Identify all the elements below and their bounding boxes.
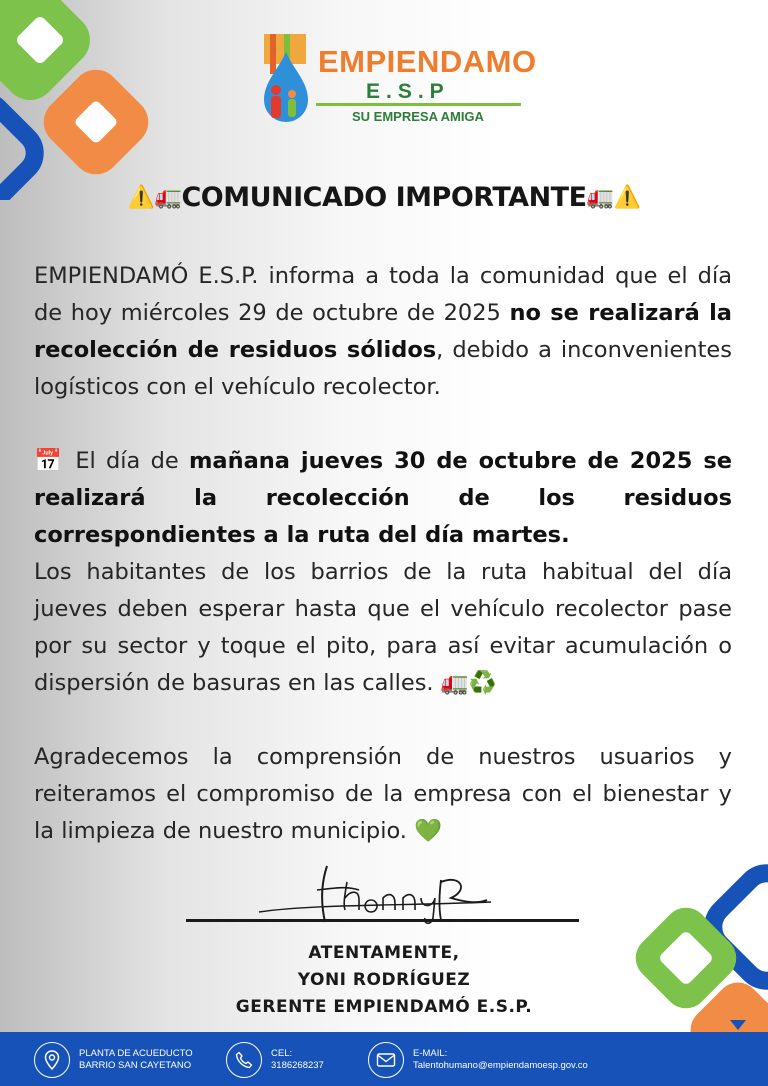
phone-icon: [226, 1042, 262, 1078]
decorative-shapes-top-left: [0, 0, 150, 200]
logo-emblem-icon: [256, 34, 316, 130]
notice-title: [0, 182, 768, 213]
footer-phone: [226, 1040, 324, 1080]
calendar-icon: 📅: [34, 448, 66, 474]
paragraph-thanks: Agradecemos la comprensión de nuestros usuarios y reiteramos el compromiso de la empresa con el bienestar y la limpieza de nuestro municipio. 💚: [34, 744, 732, 844]
email-label: E-MAIL:: [413, 1048, 448, 1059]
signature-block: [0, 940, 768, 1021]
garbage-truck-icon: 🚛: [586, 185, 614, 210]
brand-tagline: SU EMPRESA AMIGA: [352, 109, 484, 124]
truck-recycle-icon: 🚛♻️: [440, 670, 497, 696]
paragraph-reschedule: 📅 El día de mañana jueves 30 de octubre de 2025 se realizará la recolección de los residuos correspondientes a la ruta del día martes.: [34, 448, 732, 548]
footer-bar: [0, 1032, 768, 1086]
closing: ATENTAMENTE,: [308, 943, 460, 963]
signer-role: GERENTE EMPIENDAMÓ E.S.P.: [235, 997, 533, 1017]
address-line-2: BARRIO SAN CAYETANO: [79, 1060, 192, 1071]
location-pin-icon: [34, 1042, 70, 1078]
envelope-icon: [368, 1042, 404, 1078]
warning-icon: ⚠️: [613, 185, 641, 210]
notice-title-text: COMUNICADO IMPORTANTE: [181, 182, 587, 213]
highlight-reschedule-date: mañana jueves 30 de octubre de 2025 se realizará la recolección de los residuos correspondientes a la ruta del día martes.: [34, 448, 732, 548]
phone-label: CEL:: [271, 1048, 293, 1059]
green-heart-icon: 💚: [414, 818, 443, 844]
signature-line: [186, 919, 579, 922]
highlight-no-collection: no se realizará la recolección de residuos sólidos: [34, 300, 732, 363]
phone-number[interactable]: 3186268237: [271, 1060, 324, 1071]
warning-icon: ⚠️: [127, 185, 155, 210]
paragraph-announcement: EMPIENDAMÓ E.S.P. informa a toda la comunidad que el día de hoy miércoles 29 de octubre de 2025 no se realizará la recolección de residuos sólidos, debido a inconvenientes logísticos con el vehículo recolector.: [34, 263, 732, 400]
company-logo: [256, 30, 537, 130]
garbage-truck-icon: 🚛: [154, 185, 182, 210]
signer-name: YONI RODRÍGUEZ: [297, 970, 471, 990]
logo-divider: [316, 103, 521, 106]
email-address[interactable]: Talentohumano@empiendamoesp.gov.co: [413, 1060, 588, 1071]
footer-email: [368, 1040, 588, 1080]
brand-suffix: E.S.P: [366, 80, 450, 103]
notice-body: [34, 258, 732, 850]
footer-address: [34, 1040, 193, 1080]
address-line-1: PLANTA DE ACUEDUCTO: [79, 1048, 193, 1059]
brand-name: EMPIENDAMO: [318, 44, 537, 79]
paragraph-instructions: Los habitantes de los barrios de la ruta habitual del día jueves deben esperar hasta que el vehículo recolector pase por su sector y toque el pito, para así evitar acumulación o dispersión de basuras en las calles. 🚛♻️: [34, 559, 732, 696]
